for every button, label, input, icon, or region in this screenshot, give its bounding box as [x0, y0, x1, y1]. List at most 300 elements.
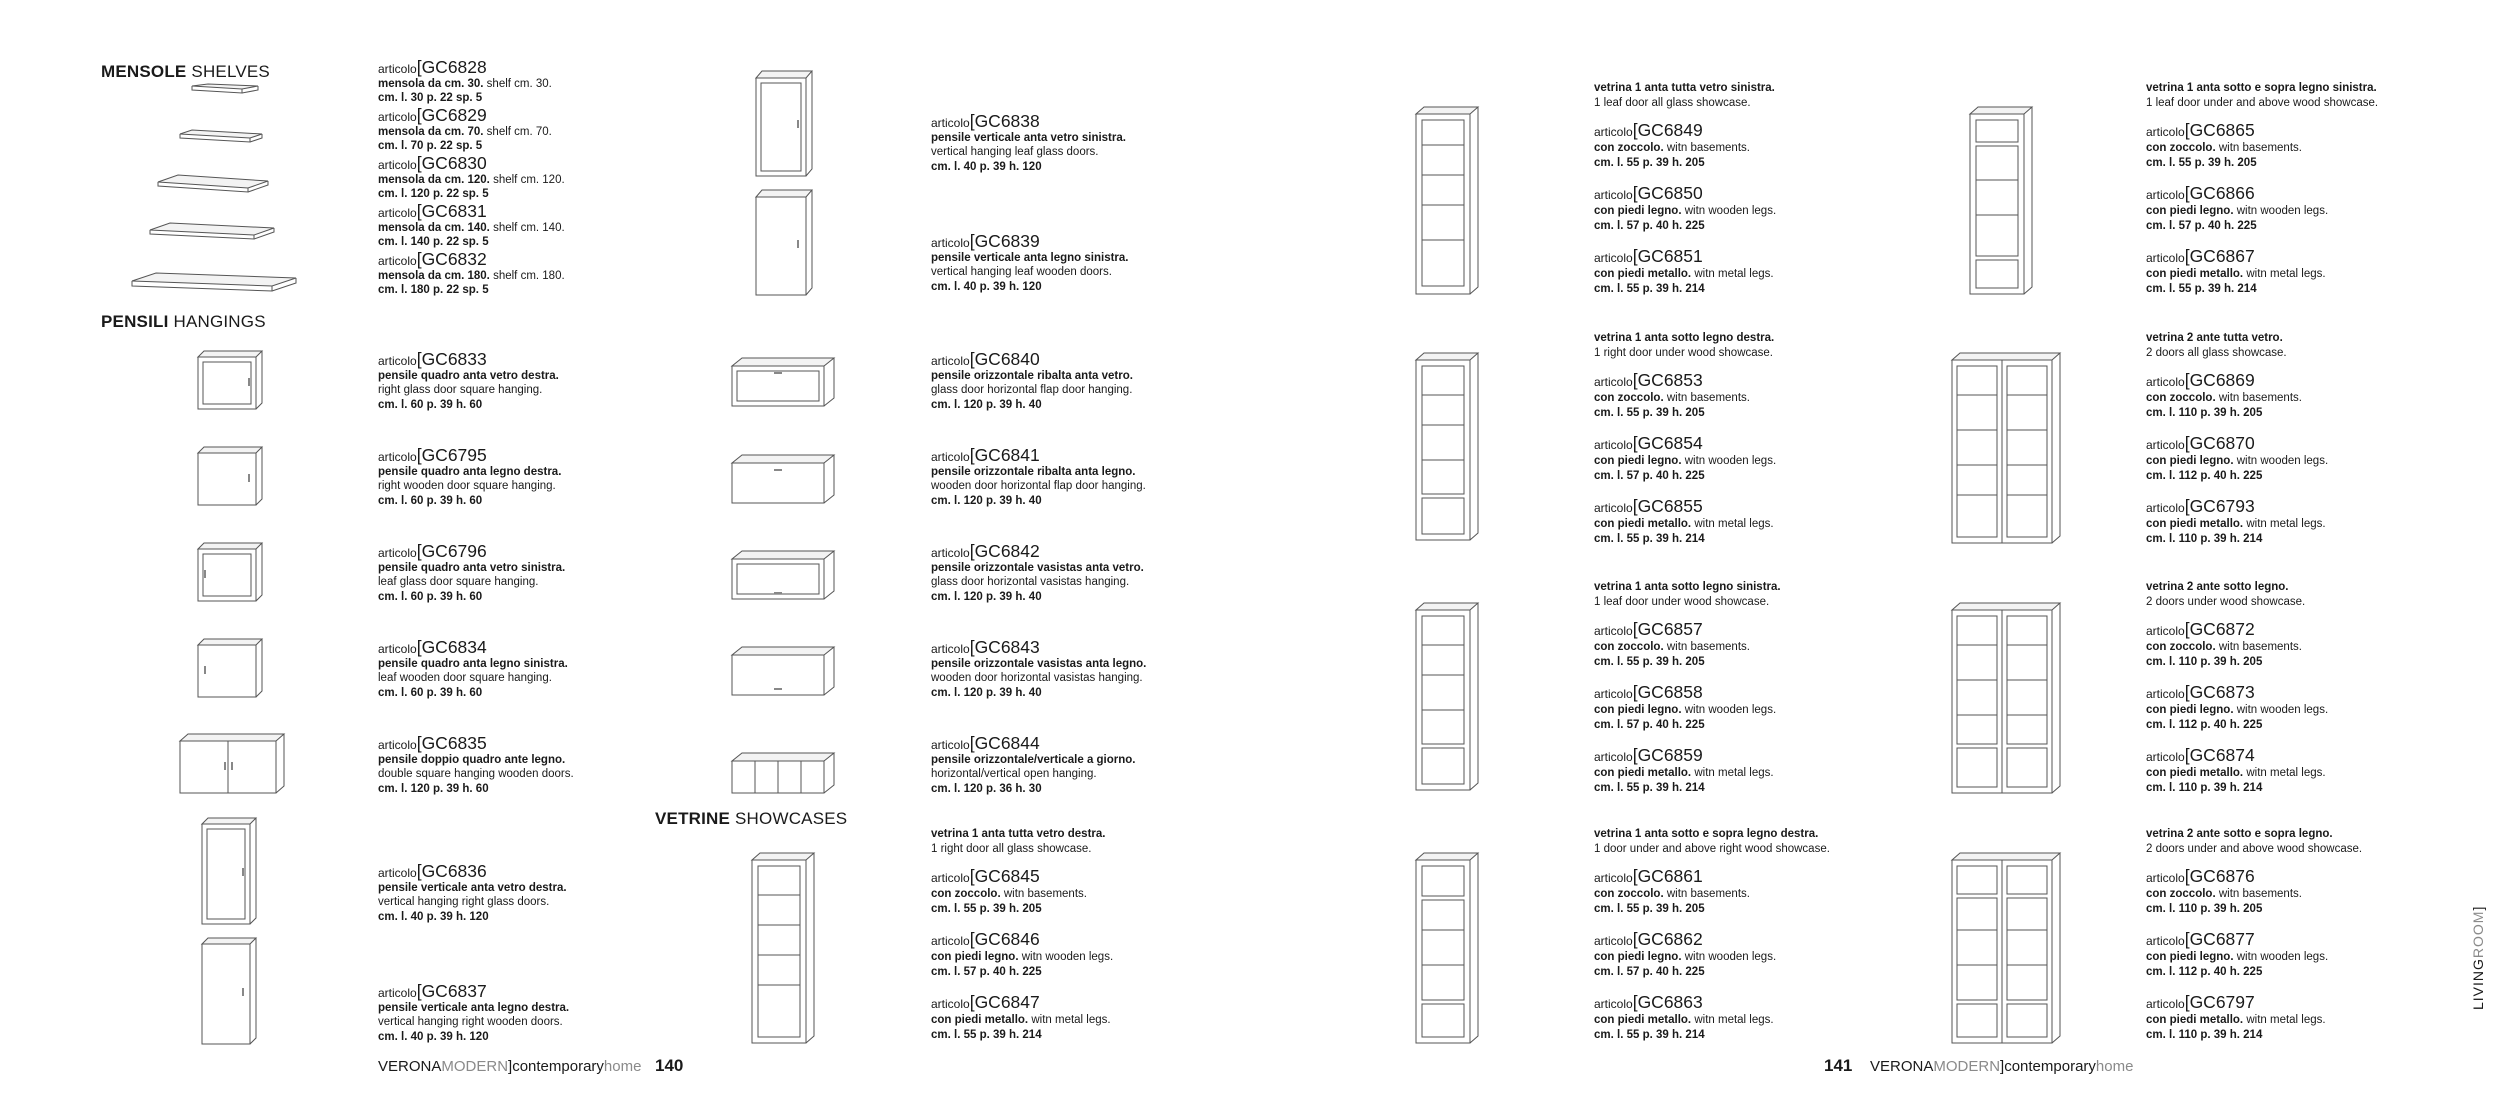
brand-tag-b: home [2095, 1058, 2134, 1075]
showcase-group [1594, 827, 1894, 1042]
article-bracket: [ [1632, 682, 1638, 702]
item-desc-it: con piedi legno. [2146, 704, 2234, 716]
article-bracket: [ [2184, 370, 2190, 390]
item-desc-en: witn basements. [1003, 888, 1087, 900]
list-item: articolo[GC6834 pensile quadro anta legno sinistra. leaf wooden door square hanging. cm. l. 60 p. 39 h. 60 [378, 640, 678, 700]
list-item: articolo[GC6796 pensile quadro anta vetro sinistra. leaf glass door square hanging. cm. l. 60 p. 39 h. 60 [378, 544, 678, 604]
item-desc-it: con piedi metallo. [1594, 767, 1692, 779]
list-item [1594, 370, 1894, 420]
article-bracket: [ [2184, 992, 2190, 1012]
brand-tag-b: home [603, 1058, 642, 1075]
list-item [1594, 992, 1894, 1042]
showcase-head-en: 1 right door all glass showcase. [931, 842, 1092, 855]
item-desc-en: witn metal legs. [1694, 518, 1774, 530]
article-code: GC6844 [974, 733, 1040, 753]
list-item: articolo[GC6838 pensile verticale anta vetro sinistra. vertical hanging leaf glass doors. cm. l. 40 p. 39 h. 120 [931, 114, 1231, 174]
list-item [931, 929, 1231, 979]
list-item [1594, 866, 1894, 916]
article-code: GC6797 [2189, 992, 2255, 1012]
shelf-180-drawing [132, 273, 296, 291]
list-item: articolo[GC6835 pensile doppio quadro ante legno. double square hanging wooden doors. cm. l. 120 p. 39 h. 60 [378, 736, 678, 796]
item-dims: cm. l. 40 p. 39 h. 120 [931, 160, 1042, 173]
brand-name: VERONA [378, 1058, 442, 1075]
list-item: articolo[GC6830 mensola da cm. 120. shelf cm. 120. cm. l. 120 p. 22 sp. 5 [378, 156, 678, 202]
side-label [2470, 906, 2486, 1010]
article-bracket: [ [2184, 866, 2190, 886]
article-prefix: articolo [378, 254, 417, 268]
item-desc-it: con piedi metallo. [2146, 268, 2244, 280]
item-dims: cm. l. 57 p. 40 h. 225 [1594, 718, 1705, 731]
gc6836-drawing [202, 818, 256, 924]
item-desc-it: pensile orizzontale/verticale a giorno. [931, 753, 1136, 766]
item-dims: cm. l. 40 p. 39 h. 120 [378, 1030, 489, 1043]
article-bracket: [ [2184, 682, 2190, 702]
article-code: GC6845 [974, 866, 1040, 886]
article-code: GC6854 [1637, 433, 1703, 453]
item-dims: cm. l. 55 p. 39 h. 205 [1594, 655, 1705, 668]
showcase-group [2146, 580, 2446, 795]
showcase-6869-drawing [1952, 353, 2060, 543]
article-prefix: articolo [2146, 750, 2185, 764]
item-desc-en: witn metal legs. [2246, 268, 2326, 280]
item-desc-en: shelf cm. 70. [486, 125, 552, 138]
item-desc-en: witn wooden legs. [2236, 455, 2329, 467]
article-prefix: articolo [2146, 871, 2185, 885]
item-dims: cm. l. 55 p. 39 h. 205 [1594, 406, 1705, 419]
item-dims: cm. l. 57 p. 40 h. 225 [1594, 965, 1705, 978]
item-desc-en: shelf cm. 120. [493, 173, 565, 186]
article-bracket: [ [1632, 866, 1638, 886]
showcase-6849-drawing [1416, 107, 1478, 294]
item-dims: cm. l. 60 p. 39 h. 60 [378, 494, 483, 507]
item-dims: cm. l. 40 p. 39 h. 120 [931, 280, 1042, 293]
showcase-head-it: vetrina 1 anta sotto e sopra legno destra. [1594, 828, 1819, 840]
item-desc-it: con piedi legno. [2146, 205, 2234, 217]
gc6838-drawing [756, 71, 812, 176]
shelf-30-drawing [192, 84, 258, 93]
item-desc-en: witn basements. [2218, 641, 2302, 653]
showcase-6872-drawing [1952, 603, 2060, 793]
item-dims: cm. l. 55 p. 39 h. 214 [2146, 282, 2257, 295]
item-dims: cm. l. 55 p. 39 h. 214 [1594, 781, 1705, 794]
showcase-head-en: 1 leaf door all glass showcase. [1594, 96, 1751, 109]
item-desc-en: vertical hanging leaf wooden doors. [931, 266, 1112, 278]
article-prefix: articolo [931, 116, 970, 130]
item-desc-it: con zoccolo. [2146, 142, 2216, 154]
list-item: articolo[GC6831 mensola da cm. 140. shelf cm. 140. cm. l. 140 p. 22 sp. 5 [378, 204, 678, 250]
article-code: GC6874 [2189, 745, 2255, 765]
item-dims: cm. l. 110 p. 39 h. 214 [2146, 1028, 2263, 1041]
list-item [2146, 246, 2446, 296]
item-desc-it: pensile verticale anta legno sinistra. [931, 251, 1129, 264]
side-label-b: ROOM [2470, 910, 2486, 959]
item-dims: cm. l. 120 p. 22 sp. 5 [378, 188, 489, 200]
article-bracket: [ [2184, 183, 2190, 203]
article-prefix: articolo [378, 738, 417, 752]
section-hangings-en: HANGINGS [173, 312, 266, 331]
list-item: articolo[GC6829 mensola da cm. 70. shelf cm. 70. cm. l. 70 p. 22 sp. 5 [378, 108, 678, 154]
article-code: GC6877 [2189, 929, 2255, 949]
list-item: articolo[GC6795 pensile quadro anta legno destra. right wooden door square hanging. cm. l. 60 p. 39 h. 60 [378, 448, 678, 508]
item-desc-en: glass door horizontal vasistas hanging. [931, 576, 1130, 588]
article-code: GC6851 [1637, 246, 1703, 266]
item-dims: cm. l. 70 p. 22 sp. 5 [378, 140, 483, 152]
showcase-drawings [0, 0, 1, 1]
item-dims: cm. l. 30 p. 22 sp. 5 [378, 92, 483, 104]
list-item [1594, 745, 1894, 795]
side-label-a: LIVING [2470, 958, 2486, 1010]
list-item: articolo[GC6840 pensile orizzontale ribalta anta vetro. glass door horizontal flap door hanging. cm. l. 120 p. 39 h. 40 [931, 352, 1231, 412]
article-code: GC6834 [421, 637, 487, 657]
list-item [2146, 183, 2446, 233]
item-dims: cm. l. 120 p. 39 h. 40 [931, 494, 1042, 507]
item-dims: cm. l. 57 p. 40 h. 225 [1594, 219, 1705, 232]
article-prefix: articolo [2146, 438, 2185, 452]
article-prefix: articolo [2146, 251, 2185, 265]
item-dims: cm. l. 110 p. 39 h. 205 [2146, 655, 2263, 668]
list-item [931, 992, 1231, 1042]
item-desc-en: witn wooden legs. [1684, 704, 1777, 716]
shelf-120-drawing [158, 175, 268, 192]
showcase-group [1594, 81, 1894, 296]
article-prefix: articolo [1594, 438, 1633, 452]
showcase-head-it: vetrina 1 anta tutta vetro destra. [931, 828, 1106, 840]
item-desc-it: pensile verticale anta legno destra. [378, 1001, 570, 1014]
article-code: GC6796 [421, 541, 487, 561]
list-item [2146, 992, 2446, 1042]
list-item: articolo[GC6837 pensile verticale anta legno destra. vertical hanging right wooden doors. cm. l. 40 p. 39 h. 120 [378, 984, 678, 1044]
article-code: GC6857 [1637, 619, 1703, 639]
article-bracket: [ [2184, 120, 2190, 140]
footer-right-brand [1870, 1058, 2133, 1075]
list-item [2146, 682, 2446, 732]
item-dims: cm. l. 55 p. 39 h. 205 [1594, 156, 1705, 169]
item-desc-it: pensile quadro anta legno destra. [378, 465, 562, 478]
showcase-head-en: 1 leaf door under wood showcase. [1594, 595, 1770, 608]
item-desc-en: vertical hanging right glass doors. [378, 896, 550, 908]
list-item: articolo[GC6843 pensile orizzontale vasistas anta legno. wooden door horizontal vasistas hanging. cm. l. 120 p. 39 h. 40 [931, 640, 1231, 700]
shelf-140-drawing [150, 223, 274, 239]
article-prefix: articolo [2146, 188, 2185, 202]
item-dims: cm. l. 112 p. 40 h. 225 [2146, 469, 2263, 482]
list-item: articolo[GC6842 pensile orizzontale vasistas anta vetro. glass door horizontal vasistas hanging. cm. l. 120 p. 39 h. 40 [931, 544, 1231, 604]
article-prefix: articolo [378, 110, 417, 124]
item-desc-en: horizontal/vertical open hanging. [931, 768, 1097, 780]
article-code: GC6795 [421, 445, 487, 465]
article-code: GC6850 [1637, 183, 1703, 203]
page-number-right: 141 [1824, 1056, 1853, 1075]
section-showcases-it: VETRINE [655, 809, 731, 828]
article-bracket: [ [1632, 496, 1638, 516]
item-desc-it: pensile orizzontale ribalta anta legno. [931, 465, 1136, 478]
item-desc-en: witn basements. [2218, 392, 2302, 404]
item-dims: cm. l. 57 p. 40 h. 225 [1594, 469, 1705, 482]
article-bracket: [ [2184, 619, 2190, 639]
article-bracket: [ [2184, 433, 2190, 453]
brand-sep: ] [2000, 1058, 2005, 1075]
gc6842-drawing [732, 551, 834, 599]
page-number-left: 140 [655, 1056, 684, 1075]
article-prefix: articolo [931, 354, 970, 368]
item-desc-it: pensile verticale anta vetro destra. [378, 881, 567, 894]
showcase-head-en: 1 right door under wood showcase. [1594, 346, 1773, 359]
gc6843-drawing [732, 647, 834, 695]
list-item: articolo[GC6844 pensile orizzontale/verticale a giorno. horizontal/vertical open hanging. cm. l. 120 p. 36 h. 30 [931, 736, 1231, 796]
side-label-bracket: ] [2470, 905, 2486, 911]
section-shelves-en: SHELVES [191, 62, 270, 81]
article-bracket: [ [1632, 745, 1638, 765]
showcase-head-en: 1 leaf door under and above wood showcase. [2146, 96, 2379, 109]
article-bracket: [ [1632, 619, 1638, 639]
article-code: GC6872 [2189, 619, 2255, 639]
list-item [2146, 496, 2446, 546]
article-prefix: articolo [1594, 871, 1633, 885]
list-item [1594, 929, 1894, 979]
item-desc-it: con piedi metallo. [1594, 1014, 1692, 1026]
article-code: GC6843 [974, 637, 1040, 657]
item-dims: cm. l. 55 p. 39 h. 214 [931, 1028, 1042, 1041]
article-bracket: [ [1632, 992, 1638, 1012]
item-desc-en: witn metal legs. [1694, 1014, 1774, 1026]
item-dims: cm. l. 55 p. 39 h. 205 [1594, 902, 1705, 915]
article-prefix: articolo [931, 450, 970, 464]
item-desc-it: pensile quadro anta legno sinistra. [378, 657, 568, 670]
gc6837-drawing [202, 938, 256, 1044]
brand-tag-a: contemporary [512, 1058, 604, 1075]
article-code: GC6842 [974, 541, 1040, 561]
gc6839-drawing [756, 190, 812, 295]
gc6795-drawing [198, 447, 262, 505]
showcase-head-en: 1 door under and above right wood showcase. [1594, 842, 1830, 855]
article-prefix: articolo [378, 866, 417, 880]
item-desc-it: con zoccolo. [1594, 392, 1664, 404]
item-dims: cm. l. 140 p. 22 sp. 5 [378, 236, 489, 248]
article-prefix: articolo [931, 738, 970, 752]
article-prefix: articolo [931, 997, 970, 1011]
showcase-head-it: vetrina 1 anta sotto legno sinistra. [1594, 581, 1781, 593]
article-prefix: articolo [2146, 125, 2185, 139]
item-desc-en: vertical hanging right wooden doors. [378, 1016, 563, 1028]
item-desc-it: con piedi legno. [1594, 951, 1682, 963]
item-desc-en: witn wooden legs. [1684, 951, 1777, 963]
article-prefix: articolo [931, 871, 970, 885]
article-code: GC6837 [421, 981, 487, 1001]
article-prefix: articolo [931, 642, 970, 656]
list-item [2146, 866, 2446, 916]
article-code: GC6865 [2189, 120, 2255, 140]
item-desc-it: con piedi legno. [2146, 951, 2234, 963]
item-desc-en: witn wooden legs. [1021, 951, 1114, 963]
item-desc-en: shelf cm. 140. [493, 221, 565, 234]
section-showcases-title [655, 809, 847, 829]
item-desc-it: mensola da cm. 70. [378, 125, 484, 138]
article-bracket: [ [1632, 183, 1638, 203]
item-dims: cm. l. 120 p. 36 h. 30 [931, 782, 1042, 795]
gc6834-drawing [198, 639, 262, 697]
list-item [2146, 929, 2446, 979]
article-code: GC6876 [2189, 866, 2255, 886]
item-desc-it: con zoccolo. [2146, 392, 2216, 404]
item-desc-en: double square hanging wooden doors. [378, 768, 574, 780]
item-desc-en: right wooden door square hanging. [378, 480, 556, 492]
showcase-6861-drawing [1416, 853, 1478, 1043]
showcase-head-en: 2 doors all glass showcase. [2146, 346, 2287, 359]
list-item [2146, 433, 2446, 483]
item-desc-en: witn wooden legs. [2236, 951, 2329, 963]
item-desc-en: vertical hanging leaf glass doors. [931, 146, 1099, 158]
article-prefix: articolo [2146, 934, 2185, 948]
article-bracket: [ [2184, 929, 2190, 949]
article-prefix: articolo [2146, 375, 2185, 389]
article-code: GC6870 [2189, 433, 2255, 453]
brand-name: VERONA [1870, 1058, 1934, 1075]
item-desc-en: witn basements. [1666, 888, 1750, 900]
item-dims: cm. l. 60 p. 39 h. 60 [378, 686, 483, 699]
showcase-6845-drawing [752, 853, 814, 1043]
article-code: GC6830 [421, 153, 487, 173]
article-bracket: [ [969, 929, 975, 949]
article-code: GC6853 [1637, 370, 1703, 390]
showcase-group [931, 827, 1231, 1042]
item-desc-en: right glass door square hanging. [378, 384, 543, 396]
item-desc-it: con zoccolo. [1594, 888, 1664, 900]
item-desc-en: wooden door horizontal vasistas hanging. [931, 672, 1143, 684]
article-code: GC6859 [1637, 745, 1703, 765]
item-desc-it: con zoccolo. [2146, 641, 2216, 653]
item-desc-en: witn metal legs. [2246, 1014, 2326, 1026]
list-item [1594, 619, 1894, 669]
section-showcases-en: SHOWCASES [735, 809, 848, 828]
article-prefix: articolo [1594, 251, 1633, 265]
item-desc-it: con piedi legno. [931, 951, 1019, 963]
section-shelves-title [101, 62, 270, 82]
item-desc-en: shelf cm. 180. [493, 269, 565, 282]
item-dims: cm. l. 110 p. 39 h. 214 [2146, 781, 2263, 794]
item-desc-en: witn wooden legs. [1684, 455, 1777, 467]
list-item: articolo[GC6839 pensile verticale anta legno sinistra. vertical hanging leaf wooden doors. cm. l. 40 p. 39 h. 120 [931, 234, 1231, 294]
item-dims: cm. l. 57 p. 40 h. 225 [2146, 219, 2257, 232]
article-bracket: [ [1632, 370, 1638, 390]
article-prefix: articolo [931, 546, 970, 560]
item-desc-it: mensola da cm. 180. [378, 269, 490, 282]
item-dims: cm. l. 55 p. 39 h. 205 [2146, 156, 2257, 169]
list-item [931, 866, 1231, 916]
item-desc-en: witn basements. [1666, 142, 1750, 154]
article-bracket: [ [2184, 496, 2190, 516]
article-code: GC6833 [421, 349, 487, 369]
item-dims: cm. l. 120 p. 39 h. 40 [931, 398, 1042, 411]
article-bracket: [ [1632, 433, 1638, 453]
article-bracket: [ [969, 866, 975, 886]
showcase-group [2146, 827, 2446, 1042]
item-dims: cm. l. 112 p. 40 h. 225 [2146, 965, 2263, 978]
article-prefix: articolo [1594, 501, 1633, 515]
article-bracket: [ [2184, 745, 2190, 765]
showcase-head-en: 2 doors under wood showcase. [2146, 595, 2306, 608]
article-prefix: articolo [2146, 997, 2185, 1011]
article-prefix: articolo [1594, 188, 1633, 202]
article-prefix: articolo [378, 206, 417, 220]
article-code: GC6793 [2189, 496, 2255, 516]
list-item [1594, 120, 1894, 170]
article-code: GC6849 [1637, 120, 1703, 140]
footer-left-brand [378, 1058, 641, 1075]
item-dims: cm. l. 55 p. 39 h. 214 [1594, 532, 1705, 545]
article-prefix: articolo [1594, 934, 1633, 948]
article-bracket: [ [1632, 246, 1638, 266]
article-prefix: articolo [378, 642, 417, 656]
item-desc-en: witn basements. [1666, 641, 1750, 653]
item-dims: cm. l. 60 p. 39 h. 60 [378, 398, 483, 411]
article-prefix: articolo [931, 236, 970, 250]
item-dims: cm. l. 57 p. 40 h. 225 [931, 965, 1042, 978]
list-item [2146, 745, 2446, 795]
item-desc-it: pensile quadro anta vetro sinistra. [378, 561, 566, 574]
item-desc-it: mensola da cm. 30. [378, 77, 484, 90]
showcase-group [2146, 331, 2446, 546]
article-bracket: [ [1632, 120, 1638, 140]
brand-tag-a: contemporary [2004, 1058, 2096, 1075]
article-prefix: articolo [378, 986, 417, 1000]
list-item [1594, 183, 1894, 233]
list-item [1594, 433, 1894, 483]
showcase-head-en: 2 doors under and above wood showcase. [2146, 842, 2363, 855]
item-desc-it: con piedi legno. [2146, 455, 2234, 467]
article-code: GC6835 [421, 733, 487, 753]
list-item [1594, 682, 1894, 732]
item-dims: cm. l. 112 p. 40 h. 225 [2146, 718, 2263, 731]
item-desc-en: witn wooden legs. [1684, 205, 1777, 217]
item-desc-it: con piedi metallo. [1594, 518, 1692, 530]
section-hangings-title [101, 312, 266, 332]
gc6833-drawing [198, 351, 262, 409]
brand-line: MODERN [441, 1058, 509, 1075]
item-desc-it: pensile doppio quadro ante legno. [378, 753, 566, 766]
section-shelves-it: MENSOLE [101, 62, 187, 81]
article-prefix: articolo [2146, 501, 2185, 515]
showcase-head-it: vetrina 2 ante sotto e sopra legno. [2146, 828, 2333, 840]
article-code: GC6861 [1637, 866, 1703, 886]
item-desc-en: witn wooden legs. [2236, 704, 2329, 716]
list-item [2146, 619, 2446, 669]
item-desc-it: pensile orizzontale vasistas anta vetro. [931, 561, 1144, 574]
item-desc-en: witn metal legs. [1694, 767, 1774, 779]
article-code: GC6840 [974, 349, 1040, 369]
article-prefix: articolo [378, 546, 417, 560]
item-desc-en: witn metal legs. [2246, 518, 2326, 530]
list-item: articolo[GC6832 mensola da cm. 180. shelf cm. 180. cm. l. 180 p. 22 sp. 5 [378, 252, 678, 298]
gc6844-drawing [732, 753, 834, 793]
article-code: GC6858 [1637, 682, 1703, 702]
list-item: articolo[GC6836 pensile verticale anta vetro destra. vertical hanging right glass doors. cm. l. 40 p. 39 h. 120 [378, 864, 678, 924]
item-desc-it: con piedi metallo. [931, 1014, 1029, 1026]
article-prefix: articolo [378, 450, 417, 464]
list-item [2146, 370, 2446, 420]
item-desc-en: leaf glass door square hanging. [378, 576, 539, 588]
item-desc-en: wooden door horizontal flap door hanging. [931, 480, 1146, 492]
article-code: GC6867 [2189, 246, 2255, 266]
item-desc-en: witn metal legs. [2246, 767, 2326, 779]
item-desc-it: con piedi metallo. [1594, 268, 1692, 280]
section-hangings-it: PENSILI [101, 312, 169, 331]
article-code: GC6828 [421, 57, 487, 77]
item-dims: cm. l. 120 p. 39 h. 40 [931, 686, 1042, 699]
item-desc-it: pensile orizzontale vasistas anta legno. [931, 657, 1147, 670]
item-dims: cm. l. 40 p. 39 h. 120 [378, 910, 489, 923]
article-prefix: articolo [378, 354, 417, 368]
showcase-6857-drawing [1416, 603, 1478, 790]
article-prefix: articolo [1594, 624, 1633, 638]
